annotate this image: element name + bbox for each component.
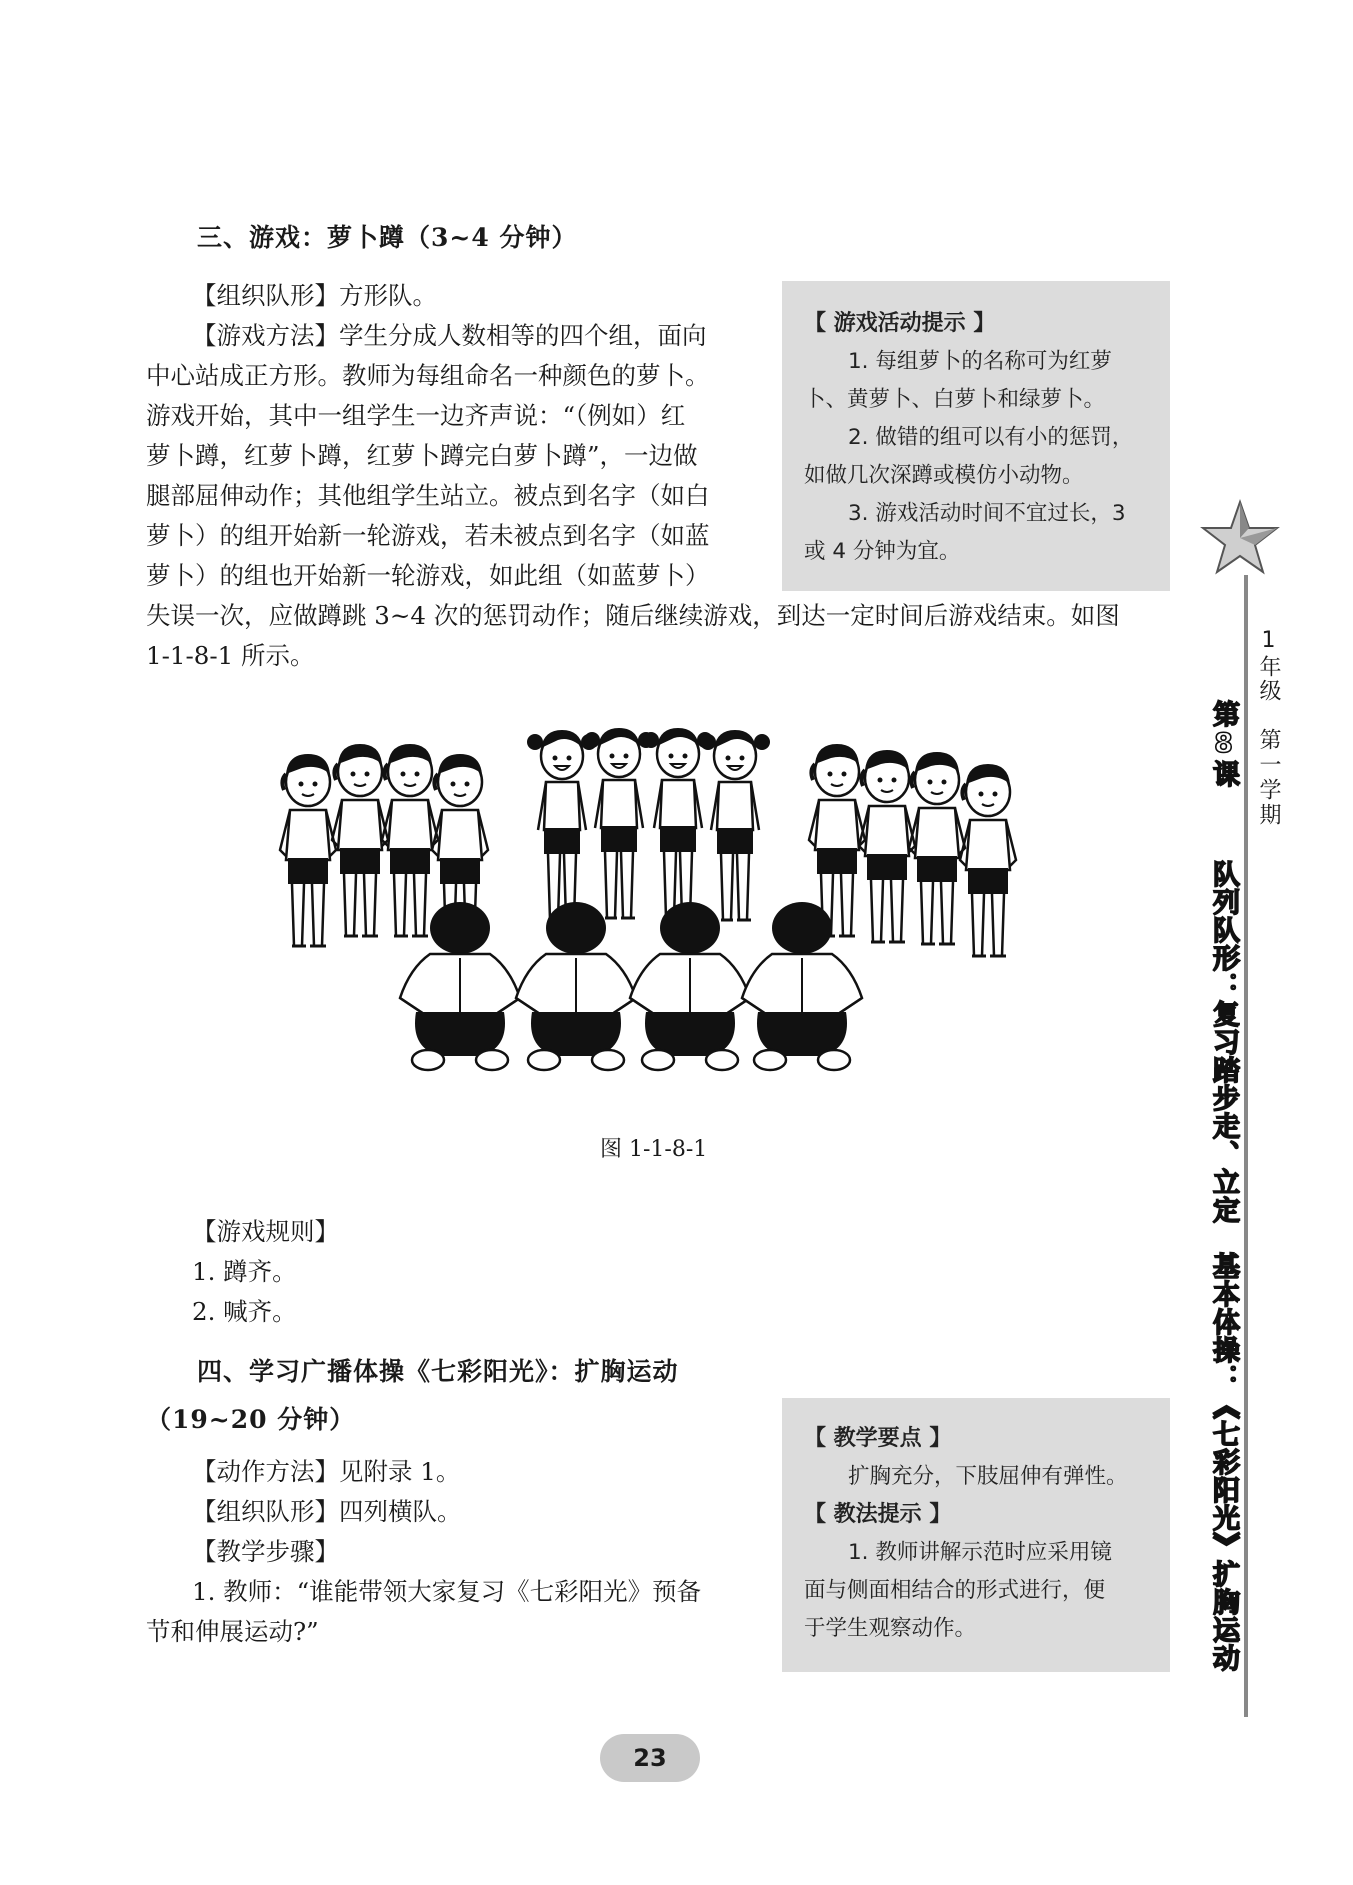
key-points-title: 【 教学要点 】: [804, 1426, 952, 1451]
method-line-2: 中心站成正方形。教师为每组命名一种颜色的萝卜。: [146, 361, 710, 390]
right-group-child-3: [909, 752, 965, 944]
action-method-line: 【动作方法】见附录 1。: [192, 1457, 461, 1486]
steps-title: 【教学步骤】: [192, 1537, 339, 1566]
side-lesson-number: 第8课: [1208, 700, 1239, 788]
right-group-child-2: [859, 750, 915, 942]
method-tips-title: 【 教法提示 】: [804, 1502, 952, 1527]
exercise-description: [146, 1452, 766, 1652]
left-group-child-2: [332, 744, 388, 936]
method-tip-line-3: 于学生观察动作。: [804, 1616, 977, 1641]
rule-item-1: 1. 蹲齐。: [192, 1257, 297, 1286]
game-tips-title: 【 游戏活动提示 】: [804, 311, 996, 336]
formation-line: 【组织队形】四列横队。: [192, 1497, 462, 1526]
rules-title: 【游戏规则】: [192, 1217, 339, 1246]
tip-line-1: 1. 每组萝卜的名称可为红萝: [848, 349, 1112, 374]
middle-group-child-3: [643, 728, 713, 918]
method-line-7: 萝卜）的组也开始新一轮游戏，如此组（如蓝萝卜）: [146, 561, 710, 590]
side-term: 第一学期: [1256, 728, 1281, 828]
left-group-child-1: [280, 754, 336, 946]
tip-line-2: 卜、黄萝卜、白萝卜和绿萝卜。: [804, 387, 1106, 412]
left-group-child-3: [382, 744, 438, 936]
middle-group-child-1: [527, 730, 597, 920]
formation-line: 【组织队形】方形队。: [192, 281, 437, 310]
front-group-child-1: [400, 902, 520, 1070]
star-icon: [1200, 498, 1280, 578]
side-lesson-topic: 队列队形：复习踏步走、立定 基本体操：《七彩阳光》扩胸运动: [1208, 860, 1239, 1672]
game-rules: [192, 1212, 339, 1332]
tip-line-5: 3. 游戏活动时间不宜过长，3: [848, 501, 1126, 526]
rule-item-2: 2. 喊齐。: [192, 1297, 297, 1326]
key-points-line: 扩胸充分，下肢屈伸有弹性。: [848, 1464, 1128, 1489]
method-line-6: 萝卜）的组开始新一轮游戏，若未被点到名字（如蓝: [146, 521, 710, 550]
method-line-1: 【游戏方法】学生分成人数相等的四个组，面向: [192, 321, 707, 350]
front-group-child-4: [742, 902, 862, 1070]
middle-group-child-4: [700, 730, 770, 920]
step-line-2: 节和伸展运动?”: [146, 1617, 319, 1646]
method-line-4: 萝卜蹲，红萝卜蹲，红萝卜蹲完白萝卜蹲”，一边做: [146, 441, 698, 470]
right-group-child-4: [960, 764, 1016, 956]
teaching-tips-box: [782, 1398, 1170, 1672]
middle-group-child-2: [584, 728, 654, 918]
step-line-1: 1. 教师：“谁能带领大家复习《七彩阳光》预备: [192, 1577, 702, 1606]
method-line-8: 失误一次，应做蹲跳 3~4 次的惩罚动作；随后继续游戏，到达一定时间后游戏结束。如图: [146, 601, 1120, 630]
tip-line-3: 2. 做错的组可以有小的惩罚，: [848, 425, 1134, 450]
front-group-child-2: [516, 902, 636, 1070]
method-line-9: 1-1-8-1 所示。: [146, 641, 315, 670]
figure-caption: 图 1-1-8-1: [600, 1137, 708, 1162]
side-grade: 1年级: [1256, 628, 1281, 703]
side-divider: [1244, 575, 1248, 1717]
method-line-5: 腿部屈伸动作；其他组学生站立。被点到名字（如白: [146, 481, 710, 510]
section-heading-game: 三、游戏：萝卜蹲（3~4 分钟）: [197, 223, 578, 252]
section-duration: （19~20 分钟）: [146, 1405, 356, 1434]
game-illustration: [270, 720, 1040, 1090]
tip-line-4: 如做几次深蹲或模仿小动物。: [804, 463, 1084, 488]
tip-line-6: 或 4 分钟为宜。: [804, 539, 961, 564]
page-number: 23: [600, 1734, 700, 1782]
method-tip-line-1: 1. 教师讲解示范时应采用镜: [848, 1540, 1112, 1565]
method-line-3: 游戏开始，其中一组学生一边齐声说：“（例如）红: [146, 401, 686, 430]
front-group-child-3: [630, 902, 750, 1070]
section-heading-exercise: 四、学习广播体操《七彩阳光》：扩胸运动: [197, 1357, 679, 1386]
game-tips-box: [782, 281, 1170, 591]
method-tip-line-2: 面与侧面相结合的形式进行，便: [804, 1578, 1106, 1603]
